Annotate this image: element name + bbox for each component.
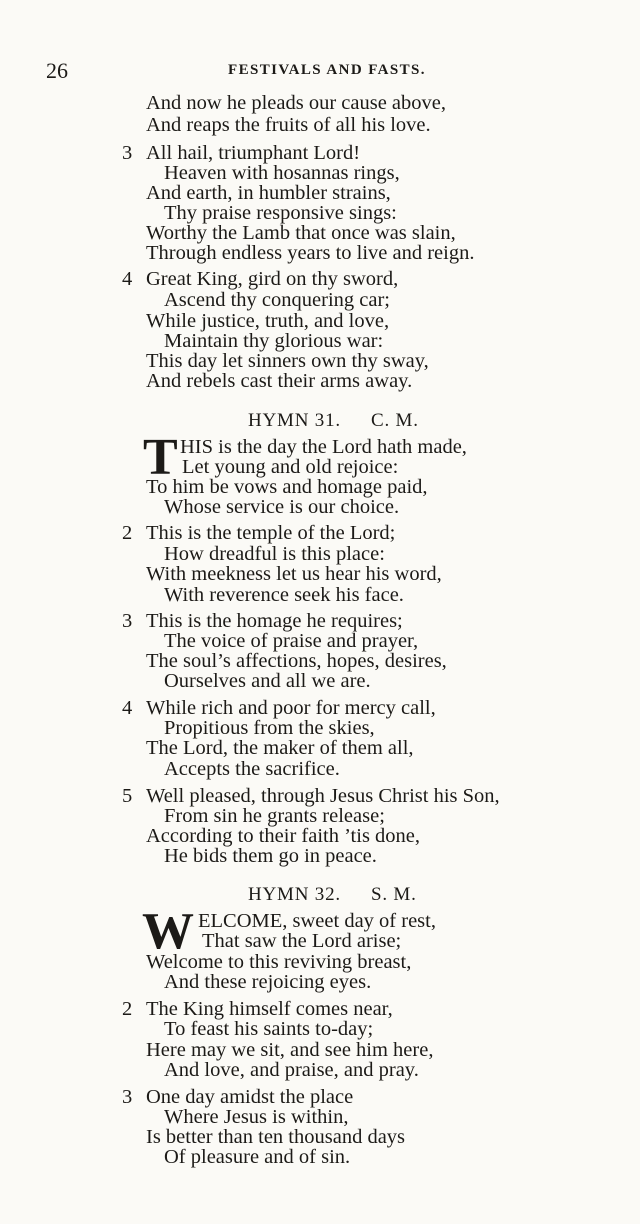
verse-line: And rebels cast their arms away. bbox=[146, 370, 413, 392]
verse-line: Worthy the Lamb that once was slain, bbox=[146, 222, 456, 244]
verse-line: This is the temple of the Lord; bbox=[146, 522, 396, 544]
verse-line: Accepts the sacrifice. bbox=[164, 758, 340, 780]
verse-number: 3 bbox=[122, 610, 133, 632]
verse-line: This is the homage he requires; bbox=[146, 610, 403, 632]
hymn-title: HYMN 32. bbox=[248, 884, 341, 905]
verse-number: 3 bbox=[122, 142, 133, 164]
hymn-meter: S. M. bbox=[370, 884, 417, 905]
verse-line: The voice of praise and prayer, bbox=[164, 630, 419, 652]
verse-line: Well pleased, through Jesus Christ his Son, bbox=[146, 785, 500, 807]
verse-line: Maintain thy glorious war: bbox=[164, 330, 384, 352]
verse-line: This day let sinners own thy sway, bbox=[146, 350, 429, 372]
verse-line: Is better than ten thousand days bbox=[146, 1126, 406, 1148]
verse-line: ELCOME, sweet day of rest, bbox=[198, 910, 436, 932]
verse-line: The Lord, the maker of them all, bbox=[146, 737, 414, 759]
verse-line: While justice, truth, and love, bbox=[146, 310, 390, 332]
verse-number: 2 bbox=[122, 998, 133, 1020]
verse-line: And earth, in humbler strains, bbox=[146, 182, 391, 204]
verse-line: Whose service is our choice. bbox=[164, 496, 400, 518]
verse-line: To him be vows and homage paid, bbox=[146, 476, 428, 498]
verse-line: Here may we sit, and see him here, bbox=[146, 1039, 434, 1061]
verse-line: And reaps the fruits of all his love. bbox=[146, 114, 431, 136]
running-title: FESTIVALS AND FASTS. bbox=[228, 62, 426, 78]
verse-line: With meekness let us hear his word, bbox=[146, 563, 442, 585]
verse-line: While rich and poor for mercy call, bbox=[146, 697, 436, 719]
verse-line: Let young and old rejoice: bbox=[182, 456, 399, 478]
verse-line: How dreadful is this place: bbox=[164, 543, 385, 565]
verse-line: With reverence seek his face. bbox=[164, 584, 404, 606]
verse-number: 4 bbox=[122, 697, 133, 719]
hymn-title: HYMN 31. bbox=[248, 410, 341, 431]
verse-line: Welcome to this reviving breast, bbox=[146, 951, 412, 973]
verse-number: 4 bbox=[122, 268, 133, 290]
verse-line: Through endless years to live and reign. bbox=[146, 242, 475, 264]
verse-line: Ourselves and all we are. bbox=[164, 670, 371, 692]
drop-cap: W bbox=[142, 903, 194, 960]
verse-line: From sin he grants release; bbox=[164, 805, 385, 827]
verse-line: To feast his saints to-day; bbox=[164, 1018, 374, 1040]
verse-line: Where Jesus is within, bbox=[164, 1106, 349, 1128]
verse-line: Thy praise responsive sings: bbox=[164, 202, 397, 224]
verse-line: According to their faith ’tis done, bbox=[146, 825, 421, 847]
verse-number: 2 bbox=[122, 522, 133, 544]
verse-line: The King himself comes near, bbox=[146, 998, 393, 1020]
verse-line: Great King, gird on thy sword, bbox=[146, 268, 399, 290]
hymn-heading bbox=[248, 410, 419, 432]
verse-line: Propitious from the skies, bbox=[164, 717, 375, 739]
verse-line: Heaven with hosannas rings, bbox=[164, 162, 400, 184]
verse-line: That saw the Lord arise; bbox=[202, 930, 402, 952]
verse-line: All hail, triumphant Lord! bbox=[146, 142, 361, 164]
verse-line: And now he pleads our cause above, bbox=[146, 92, 447, 114]
verse-line: Ascend thy conquering car; bbox=[164, 289, 390, 311]
verse-line: One day amidst the place bbox=[146, 1086, 354, 1108]
page-number: 26 bbox=[46, 58, 68, 83]
hymn-heading bbox=[248, 884, 417, 906]
verse-line: HIS is the day the Lord hath made, bbox=[180, 436, 467, 458]
verse-line: He bids them go in peace. bbox=[164, 845, 377, 867]
verse-line: And these rejoicing eyes. bbox=[164, 971, 372, 993]
hymn-meter: C. M. bbox=[370, 410, 419, 431]
verse-line: And love, and praise, and pray. bbox=[164, 1059, 419, 1081]
verse-number: 5 bbox=[122, 785, 133, 807]
drop-cap: T bbox=[143, 429, 178, 486]
running-head bbox=[46, 58, 626, 84]
verse-line: Of pleasure and of sin. bbox=[164, 1146, 351, 1168]
verse-number: 3 bbox=[122, 1086, 133, 1108]
verse-line: The soul’s affections, hopes, desires, bbox=[146, 650, 447, 672]
